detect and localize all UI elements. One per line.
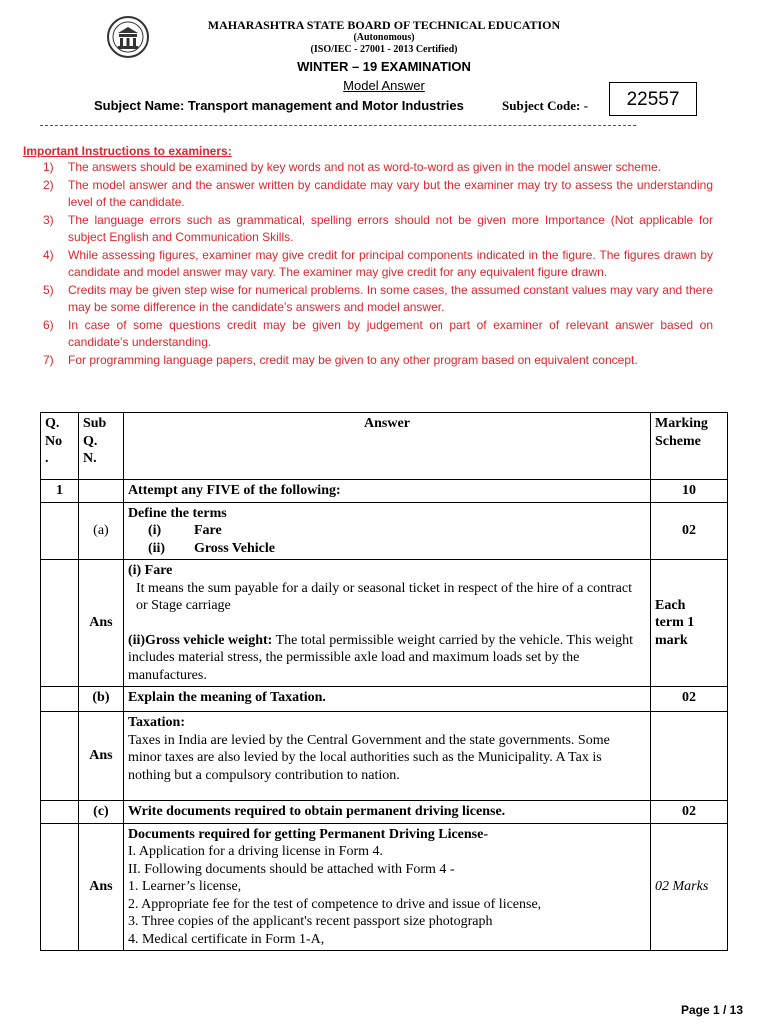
sub-a-marks: 02 — [651, 502, 728, 560]
iso-label: (ISO/IEC - 27001 - 2013 Certified) — [310, 44, 458, 55]
sub-c-marks: 02 — [651, 801, 728, 824]
table-row — [41, 801, 728, 824]
table-row — [41, 712, 728, 801]
sub-a-ans-label: Ans — [78, 560, 123, 687]
instruction-item: 2) The model answer and the answer written by candidate may vary but the examiner may try to assess the understanding level of the candidate. — [43, 177, 713, 209]
instruction-item: 7) For programming language papers, credit may be given to any other program based on equivalent concept. — [43, 352, 638, 367]
header-subq: Sub Q. N. — [78, 413, 123, 480]
subject-code-box: 22557 — [609, 82, 697, 116]
instruction-item: 5) Credits may be given step wise for numerical problems. In some cases, the assumed constant values may vary and there may be some difference in the candidate’s answers and model answer. — [43, 282, 713, 314]
sub-a-scheme: Each term 1 mark — [651, 560, 728, 687]
sub-a-question: Define the terms (i) Fare (ii) Gross Vehicle — [123, 502, 650, 560]
sub-c-scheme: 02 Marks — [651, 823, 728, 951]
table-row — [41, 560, 728, 687]
subject-name: Subject Name: Transport management and Motor Industries — [94, 98, 464, 113]
sub-b-question: Explain the meaning of Taxation. — [123, 687, 650, 712]
instructions-list — [23, 159, 713, 369]
instruction-item: 4) While assessing figures, examiner may give credit for principal components indicated in the figure. The figures drawn by candidate and model answer may vary. The examiner may give credit for any equivalent figure drawn. — [43, 247, 713, 279]
page-number: Page 1 / 13 — [680, 1003, 743, 1017]
instruction-item: 3) The language errors such as grammatical, spelling errors should not be given more Importance (Not applicable for subject English and Communication Skills. — [43, 212, 713, 244]
instruction-item: 6) In case of some questions credit may be given by judgement on part of examiner of relevant answer based on candidate’s understanding. — [43, 317, 713, 349]
q1-text: Attempt any FIVE of the following: — [123, 480, 650, 503]
model-answer-title: Model Answer — [343, 78, 425, 93]
subject-code-label: Subject Code: - — [502, 98, 588, 113]
table-row — [41, 480, 728, 503]
q1-number: 1 — [41, 480, 79, 503]
table-row — [41, 823, 728, 951]
exam-title: WINTER – 19 EXAMINATION — [297, 59, 471, 74]
q1-marks: 10 — [651, 480, 728, 503]
instruction-item: 1) The answers should be examined by key words and not as word-to-word as given in the model answer scheme. — [43, 160, 661, 174]
sub-a-answer: (i) Fare It means the sum payable for a daily or seasonal ticket in respect of the hire of a contract or Stage carriage (ii)Gross vehicle weight: The total permissible weight carried by the vehicle. This weight includes material stress, the permissible axle load and maximum loads set by the manufactures. — [123, 560, 650, 687]
header-qno: Q. No . — [41, 413, 79, 480]
table-header-row — [41, 413, 728, 480]
sub-b-ans-label: Ans — [78, 712, 123, 801]
header-answer: Answer — [123, 413, 650, 480]
autonomous-label: (Autonomous) — [353, 32, 415, 43]
header-marking: Marking Scheme — [651, 413, 728, 480]
sub-a-label: (a) — [78, 502, 123, 560]
sub-c-ans-label: Ans — [78, 823, 123, 951]
sub-b-marks: 02 — [651, 687, 728, 712]
instructions-title: Important Instructions to examiners: — [23, 144, 232, 158]
board-name: MAHARASHTRA STATE BOARD OF TECHNICAL EDUCATION — [207, 18, 561, 32]
table-row — [41, 502, 728, 560]
sub-c-question: Write documents required to obtain permanent driving license. — [123, 801, 650, 824]
table-row — [41, 687, 728, 712]
sub-c-label: (c) — [78, 801, 123, 824]
sub-b-answer: Taxation: Taxes in India are levied by the Central Government and the state governments. Some minor taxes are also levied by the local authorities such as the Municipality. A Tax is nothing but a compulsory contribution to nation. — [123, 712, 650, 801]
answer-table — [40, 412, 728, 951]
sub-c-answer: Documents required for getting Permanent Driving License- I. Application for a driving license in Form 4. II. Following documents should be attached with Form 4 - 1. Learner’s license, 2. Appropriate fee for the test of competence to drive and issue of license, 3. Three copies of the applicant's recent passport size photograph 4. Medical certificate in Form 1-A, — [123, 823, 650, 951]
header-divider — [40, 125, 636, 126]
sub-b-label: (b) — [78, 687, 123, 712]
